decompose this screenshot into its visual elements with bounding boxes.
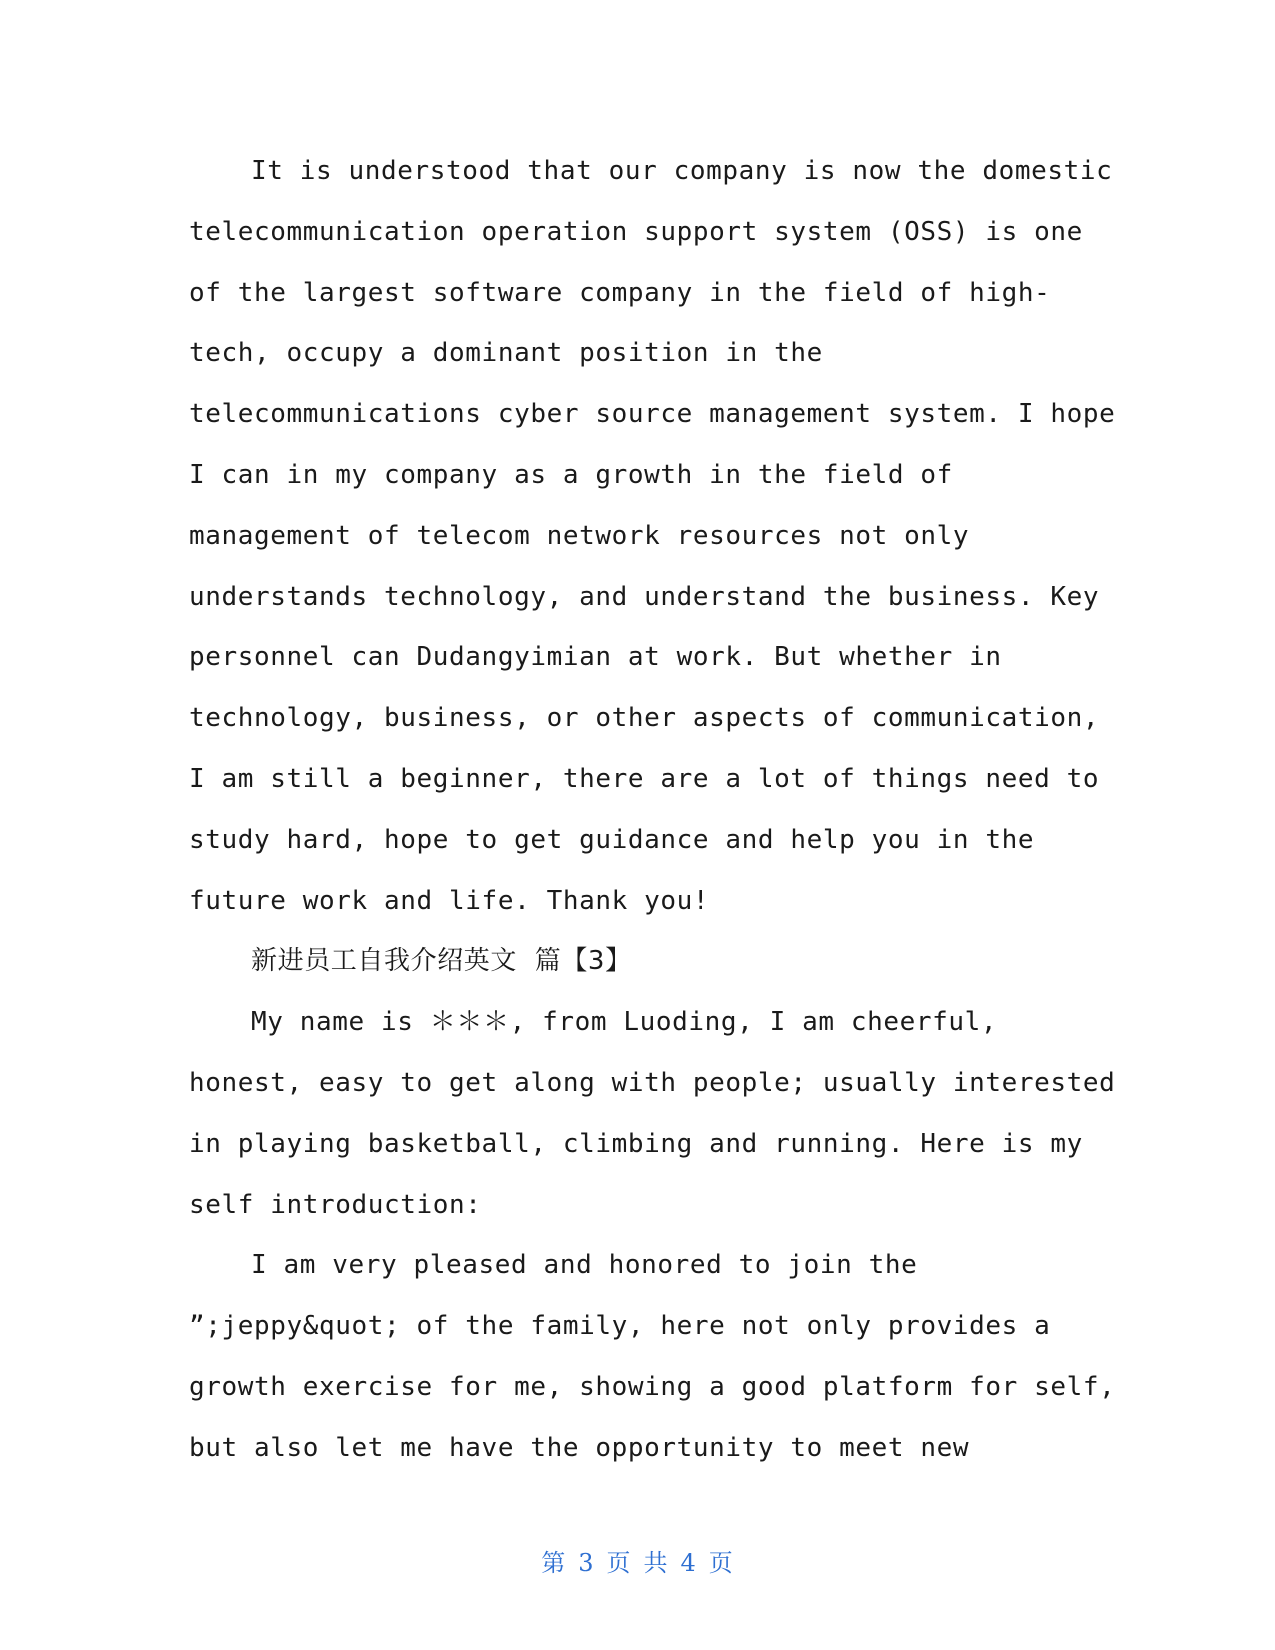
page-footer [0, 1543, 1275, 1578]
text-line: My name is ＊＊＊, from Luoding, I am cheerful, [251, 1007, 998, 1038]
text-line: self introduction: [189, 1189, 482, 1220]
text-line: growth exercise for me, showing a good platform for self, [189, 1371, 1116, 1402]
heading-text: 新进员工自我介绍英文 篇【3】 [251, 946, 632, 977]
footer-total-pages: 4 [680, 1549, 697, 1577]
footer-total-prefix: 共 [643, 1549, 669, 1577]
text-line: I am still a beginner, there are a lot of things need to [189, 763, 1100, 794]
text-line: I can in my company as a growth in the field of [189, 459, 953, 490]
text-line: telecommunications cyber source management system. I hope [189, 399, 1116, 430]
section-heading [189, 931, 1099, 992]
paragraph-company-intro [189, 141, 1116, 931]
footer-current-page: 3 [578, 1549, 595, 1577]
text-line: in playing basketball, climbing and running. Here is my [189, 1128, 1083, 1159]
text-line: technology, business, or other aspects of communication, [189, 703, 1100, 734]
text-line: but also let me have the opportunity to meet new [189, 1432, 970, 1463]
text-line: future work and life. Thank you! [189, 885, 710, 916]
text-line: It is understood that our company is now the domestic [251, 156, 1113, 186]
text-line: tech, occupy a dominant position in the [189, 338, 823, 369]
footer-suffix: 页 [708, 1549, 734, 1577]
footer-prefix: 第 [541, 1549, 567, 1577]
text-line: understands technology, and understand the business. Key [189, 581, 1100, 612]
text-line: telecommunication operation support system (OSS) is one [189, 216, 1083, 247]
paragraph-joining [189, 1235, 1116, 1478]
footer-page-word: 页 [606, 1549, 632, 1577]
text-line: personnel can Dudangyimian at work. But whether in [189, 642, 1002, 673]
document-body [189, 141, 1116, 1479]
text-line: management of telecom network resources not only [189, 520, 970, 551]
text-line: I am very pleased and honored to join the [251, 1250, 918, 1281]
text-line: of the largest software company in the field of high- [189, 277, 1051, 308]
text-line: study hard, hope to get guidance and help you in the [189, 824, 1035, 855]
text-line: ”;jeppy&quot; of the family, here not only provides a [189, 1311, 1051, 1342]
text-line: honest, easy to get along with people; usually interested [189, 1067, 1116, 1098]
paragraph-self-intro [189, 992, 1116, 1235]
